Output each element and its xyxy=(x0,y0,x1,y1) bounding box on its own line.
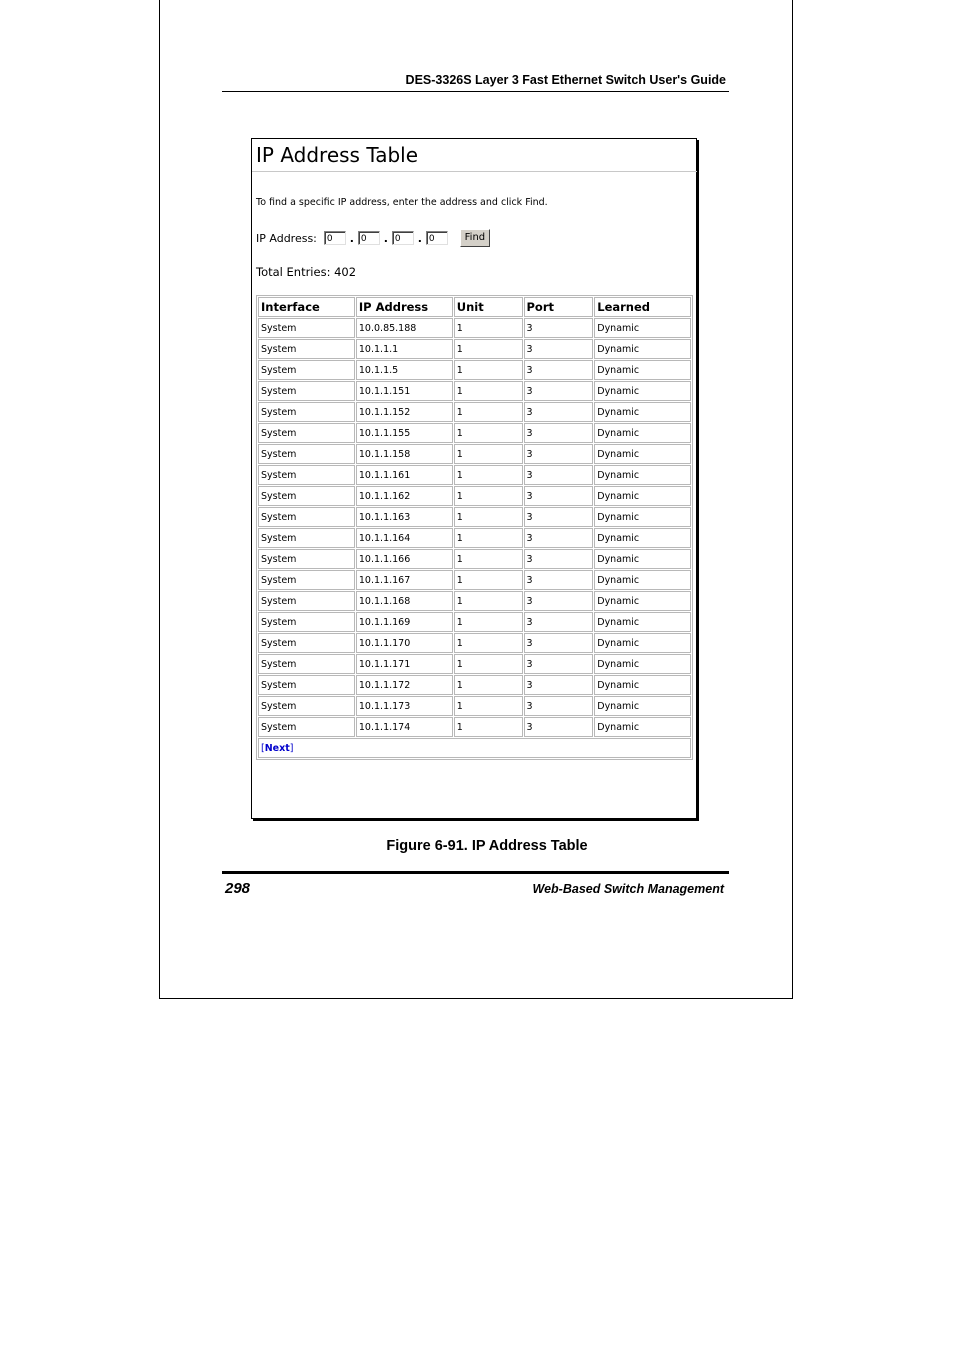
ip-address-label: IP Address: xyxy=(256,231,317,245)
cell-interface: System xyxy=(258,717,355,737)
cell-unit: 1 xyxy=(454,675,523,695)
cell-ip-address: 10.1.1.173 xyxy=(356,696,453,716)
table-row xyxy=(258,423,691,443)
table-row xyxy=(258,381,691,401)
cell-learned: Dynamic xyxy=(594,360,691,380)
footer-rule xyxy=(222,871,729,874)
table-row xyxy=(258,549,691,569)
cell-interface: System xyxy=(258,675,355,695)
instruction-text: To find a specific IP address, enter the address and click Find. xyxy=(256,197,548,208)
cell-interface: System xyxy=(258,381,355,401)
table-row xyxy=(258,465,691,485)
figure-caption: Figure 6-91. IP Address Table xyxy=(386,838,588,854)
cell-port: 3 xyxy=(524,339,594,359)
column-header-unit: Unit xyxy=(454,297,523,317)
octet-separator: . xyxy=(383,231,388,245)
page-title: IP Address Table xyxy=(256,143,419,167)
cell-unit: 1 xyxy=(454,507,523,527)
table-row xyxy=(258,402,691,422)
cell-unit: 1 xyxy=(454,381,523,401)
table-body xyxy=(258,318,691,737)
cell-learned: Dynamic xyxy=(594,675,691,695)
column-header-port: Port xyxy=(524,297,594,317)
page-number: 298 xyxy=(225,880,251,897)
cell-interface: System xyxy=(258,318,355,338)
cell-interface: System xyxy=(258,528,355,548)
cell-ip-address: 10.1.1.163 xyxy=(356,507,453,527)
table-row xyxy=(258,528,691,548)
cell-interface: System xyxy=(258,654,355,674)
cell-learned: Dynamic xyxy=(594,696,691,716)
cell-port: 3 xyxy=(524,528,594,548)
octet-separator: . xyxy=(349,231,354,245)
cell-unit: 1 xyxy=(454,717,523,737)
table-row xyxy=(258,570,691,590)
cell-learned: Dynamic xyxy=(594,465,691,485)
cell-learned: Dynamic xyxy=(594,423,691,443)
ip-octet-3-input[interactable]: 0 xyxy=(392,231,414,245)
cell-port: 3 xyxy=(524,318,594,338)
cell-interface: System xyxy=(258,633,355,653)
cell-unit: 1 xyxy=(454,696,523,716)
cell-interface: System xyxy=(258,696,355,716)
cell-ip-address: 10.1.1.164 xyxy=(356,528,453,548)
table-row xyxy=(258,696,691,716)
cell-ip-address: 10.1.1.155 xyxy=(356,423,453,443)
cell-port: 3 xyxy=(524,717,594,737)
table-row xyxy=(258,507,691,527)
cell-ip-address: 10.1.1.174 xyxy=(356,717,453,737)
cell-port: 3 xyxy=(524,423,594,443)
cell-interface: System xyxy=(258,486,355,506)
footer-title: Web-Based Switch Management xyxy=(532,882,724,896)
cell-learned: Dynamic xyxy=(594,591,691,611)
cell-port: 3 xyxy=(524,612,594,632)
cell-interface: System xyxy=(258,444,355,464)
cell-port: 3 xyxy=(524,360,594,380)
table-header-row xyxy=(258,297,691,317)
cell-interface: System xyxy=(258,402,355,422)
cell-learned: Dynamic xyxy=(594,717,691,737)
total-entries: Total Entries: 402 xyxy=(256,265,357,279)
cell-port: 3 xyxy=(524,402,594,422)
octet-separator: . xyxy=(417,231,422,245)
cell-port: 3 xyxy=(524,465,594,485)
table-row xyxy=(258,591,691,611)
cell-unit: 1 xyxy=(454,549,523,569)
cell-learned: Dynamic xyxy=(594,339,691,359)
cell-ip-address: 10.1.1.172 xyxy=(356,675,453,695)
column-header-learned: Learned xyxy=(594,297,691,317)
cell-port: 3 xyxy=(524,507,594,527)
column-header-ip-address: IP Address xyxy=(356,297,453,317)
cell-interface: System xyxy=(258,549,355,569)
ip-address-table-screenshot xyxy=(251,138,697,819)
cell-port: 3 xyxy=(524,486,594,506)
cell-interface: System xyxy=(258,465,355,485)
cell-unit: 1 xyxy=(454,591,523,611)
cell-learned: Dynamic xyxy=(594,507,691,527)
cell-interface: System xyxy=(258,423,355,443)
cell-unit: 1 xyxy=(454,528,523,548)
ip-octet-4-input[interactable]: 0 xyxy=(426,231,448,245)
cell-unit: 1 xyxy=(454,423,523,443)
cell-port: 3 xyxy=(524,696,594,716)
table-row xyxy=(258,612,691,632)
cell-ip-address: 10.1.1.167 xyxy=(356,570,453,590)
cell-learned: Dynamic xyxy=(594,549,691,569)
cell-ip-address: 10.1.1.151 xyxy=(356,381,453,401)
cell-unit: 1 xyxy=(454,465,523,485)
cell-unit: 1 xyxy=(454,318,523,338)
cell-ip-address: 10.1.1.158 xyxy=(356,444,453,464)
cell-port: 3 xyxy=(524,549,594,569)
cell-unit: 1 xyxy=(454,654,523,674)
table-row xyxy=(258,486,691,506)
table-row xyxy=(258,675,691,695)
cell-unit: 1 xyxy=(454,339,523,359)
cell-ip-address: 10.1.1.1 xyxy=(356,339,453,359)
title-divider xyxy=(252,171,697,172)
table-row xyxy=(258,444,691,464)
pagination-cell xyxy=(258,738,691,758)
next-bracket-close: ] xyxy=(289,742,294,754)
table-row xyxy=(258,360,691,380)
find-button[interactable]: Find xyxy=(460,229,490,247)
cell-learned: Dynamic xyxy=(594,633,691,653)
cell-learned: Dynamic xyxy=(594,654,691,674)
column-header-interface: Interface xyxy=(258,297,355,317)
table-row xyxy=(258,633,691,653)
table-row xyxy=(258,339,691,359)
table-row xyxy=(258,717,691,737)
next-page-link[interactable]: Next xyxy=(264,742,290,754)
ip-octet-2-input[interactable]: 0 xyxy=(358,231,380,245)
cell-ip-address: 10.1.1.169 xyxy=(356,612,453,632)
ip-address-table xyxy=(256,295,693,760)
table-row xyxy=(258,654,691,674)
cell-ip-address: 10.0.85.188 xyxy=(356,318,453,338)
cell-unit: 1 xyxy=(454,486,523,506)
cell-learned: Dynamic xyxy=(594,570,691,590)
cell-unit: 1 xyxy=(454,633,523,653)
header-title: DES-3326S Layer 3 Fast Ethernet Switch User's Guide xyxy=(405,73,726,87)
cell-interface: System xyxy=(258,507,355,527)
cell-interface: System xyxy=(258,591,355,611)
cell-port: 3 xyxy=(524,675,594,695)
cell-learned: Dynamic xyxy=(594,486,691,506)
cell-unit: 1 xyxy=(454,612,523,632)
cell-port: 3 xyxy=(524,381,594,401)
cell-learned: Dynamic xyxy=(594,528,691,548)
cell-ip-address: 10.1.1.161 xyxy=(356,465,453,485)
ip-octet-1-input[interactable]: 0 xyxy=(324,231,346,245)
cell-learned: Dynamic xyxy=(594,318,691,338)
cell-unit: 1 xyxy=(454,570,523,590)
cell-unit: 1 xyxy=(454,444,523,464)
cell-ip-address: 10.1.1.162 xyxy=(356,486,453,506)
cell-interface: System xyxy=(258,570,355,590)
cell-ip-address: 10.1.1.5 xyxy=(356,360,453,380)
cell-interface: System xyxy=(258,360,355,380)
cell-ip-address: 10.1.1.170 xyxy=(356,633,453,653)
cell-port: 3 xyxy=(524,444,594,464)
cell-unit: 1 xyxy=(454,360,523,380)
cell-learned: Dynamic xyxy=(594,444,691,464)
cell-ip-address: 10.1.1.171 xyxy=(356,654,453,674)
cell-port: 3 xyxy=(524,633,594,653)
cell-learned: Dynamic xyxy=(594,612,691,632)
header-rule xyxy=(222,91,729,92)
table-row xyxy=(258,318,691,338)
cell-unit: 1 xyxy=(454,402,523,422)
cell-port: 3 xyxy=(524,591,594,611)
cell-ip-address: 10.1.1.168 xyxy=(356,591,453,611)
cell-ip-address: 10.1.1.166 xyxy=(356,549,453,569)
cell-interface: System xyxy=(258,339,355,359)
cell-ip-address: 10.1.1.152 xyxy=(356,402,453,422)
ip-search-row xyxy=(256,229,490,247)
cell-learned: Dynamic xyxy=(594,402,691,422)
pagination-row xyxy=(258,738,691,758)
cell-learned: Dynamic xyxy=(594,381,691,401)
next-bracket-open: [ xyxy=(261,742,265,754)
cell-interface: System xyxy=(258,612,355,632)
cell-port: 3 xyxy=(524,654,594,674)
cell-port: 3 xyxy=(524,570,594,590)
